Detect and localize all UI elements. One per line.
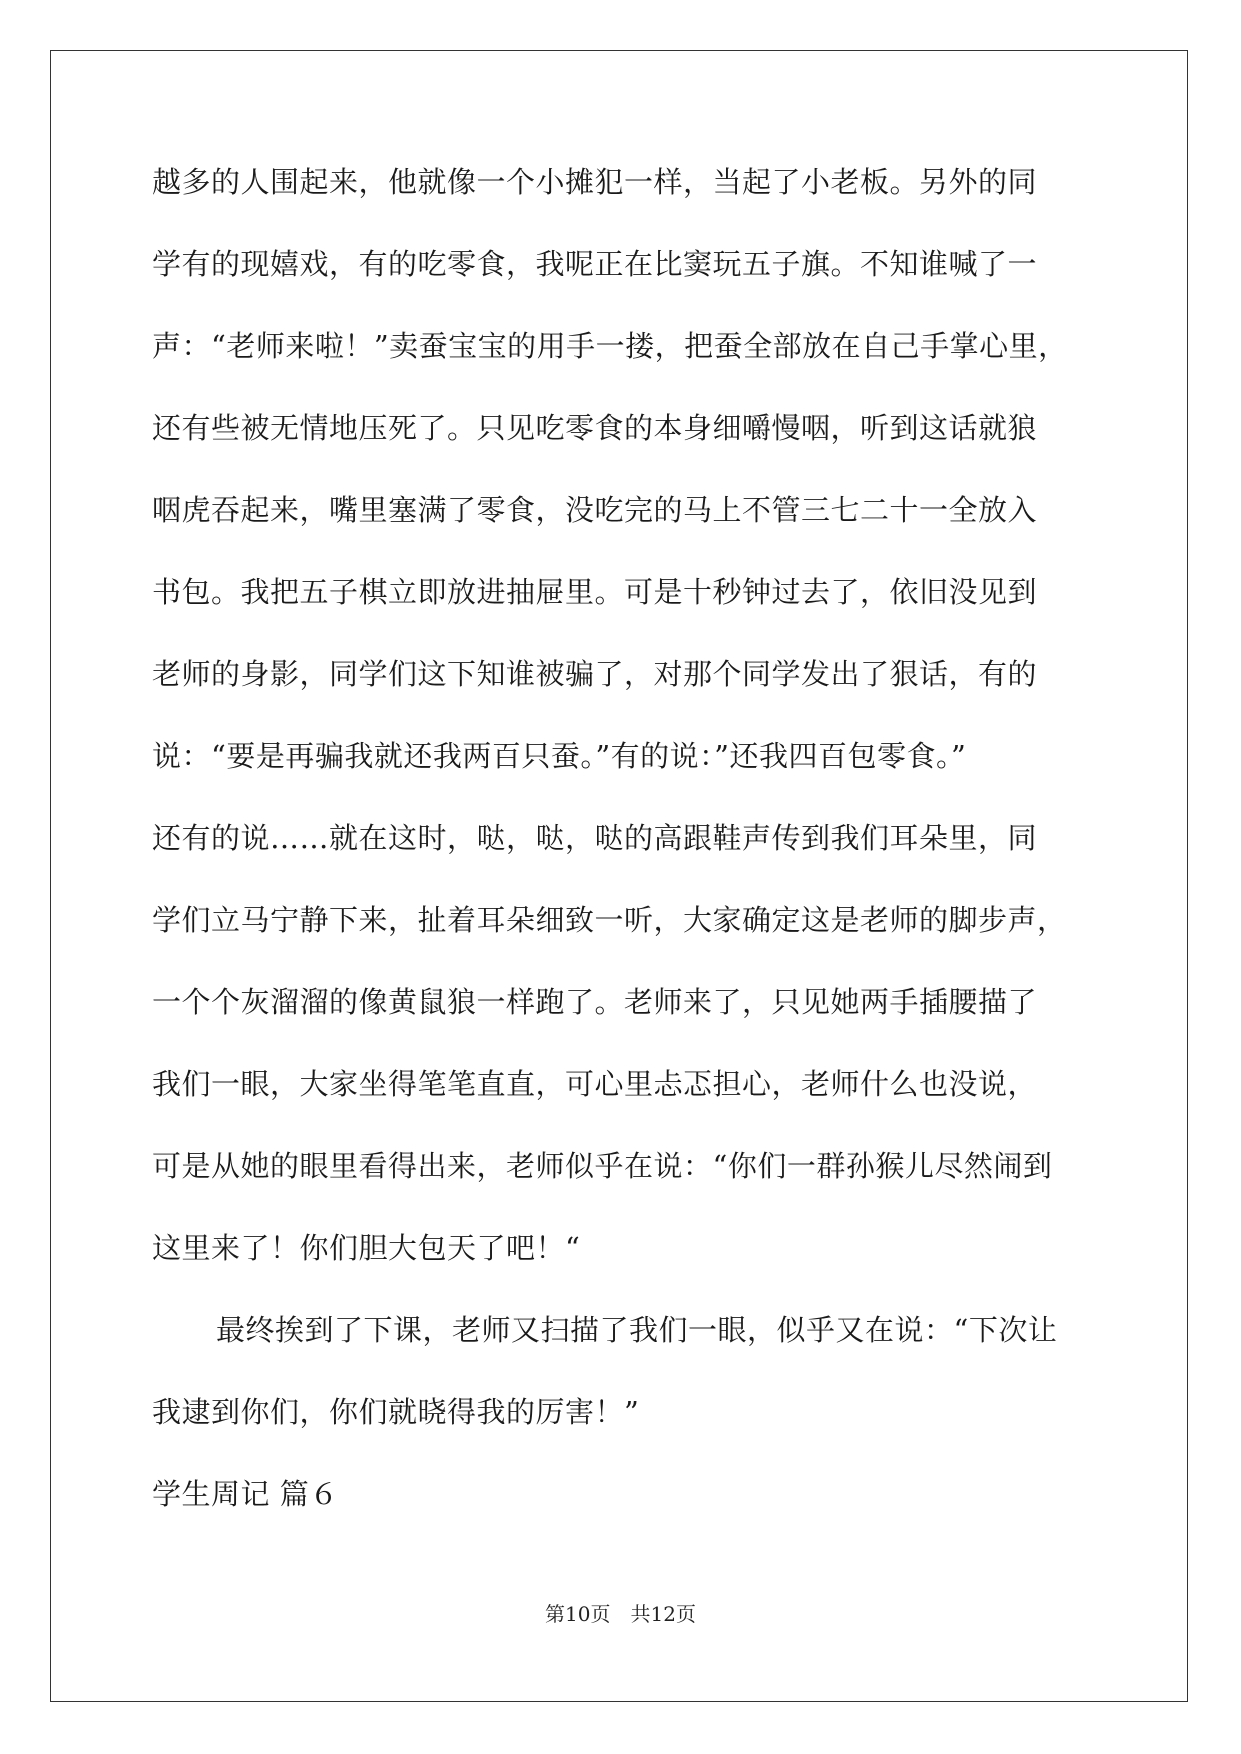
paragraph-line: 还有些被无情地压死了。只见吃零食的本身细嚼慢咽，听到这话就狼 <box>152 411 1038 445</box>
paragraph-line: 书包。我把五子棋立即放进抽屉里。可是十秒钟过去了，依旧没见到 <box>152 575 1038 609</box>
paragraph-line: 越多的人围起来，他就像一个小摊犯一样，当起了小老板。另外的同 <box>152 165 1038 199</box>
paragraph-line: 可是从她的眼里看得出来，老师似乎在说：“你们一群孙猴儿尽然闹到 <box>152 1149 1053 1183</box>
paragraph-line: 我们一眼，大家坐得笔笔直直，可心里忐忑担心，老师什么也没说， <box>152 1067 1038 1101</box>
paragraph-line: 最终挨到了下课，老师又扫描了我们一眼，似乎又在说：“下次让 <box>216 1313 1058 1347</box>
paragraph-line: 学们立马宁静下来，扯着耳朵细致一听，大家确定这是老师的脚步声， <box>152 903 1067 937</box>
section-heading: 学生周记 篇６ <box>152 1477 339 1511</box>
paragraph-line: 咽虎吞起来，嘴里塞满了零食，没吃完的马上不管三七二十一全放入 <box>152 493 1038 527</box>
paragraph-line: 学有的现嬉戏，有的吃零食，我呢正在比窦玩五子旗。不知谁喊了一 <box>152 247 1038 281</box>
document-body <box>152 160 1092 1554</box>
page-number-footer: 第10页 共12页 <box>545 1602 696 1626</box>
paragraph-line: 还有的说……就在这时，哒，哒，哒的高跟鞋声传到我们耳朵里，同 <box>152 821 1038 855</box>
paragraph-line: 说：“要是再骗我就还我两百只蚕。”有的说：”还我四百包零食。” <box>152 739 967 773</box>
paragraph-line: 我逮到你们，你们就晓得我的厉害！” <box>152 1395 640 1429</box>
paragraph-line: 一个个灰溜溜的像黄鼠狼一样跑了。老师来了，只见她两手插腰描了 <box>152 985 1038 1019</box>
paragraph-line: 这里来了！你们胆大包天了吧！“ <box>152 1231 581 1265</box>
paragraph-line: 声：“老师来啦！”卖蚕宝宝的用手一搂，把蚕全部放在自己手掌心里， <box>152 329 1068 363</box>
paragraph-line: 老师的身影，同学们这下知谁被骗了，对那个同学发出了狠话，有的 <box>152 657 1038 691</box>
